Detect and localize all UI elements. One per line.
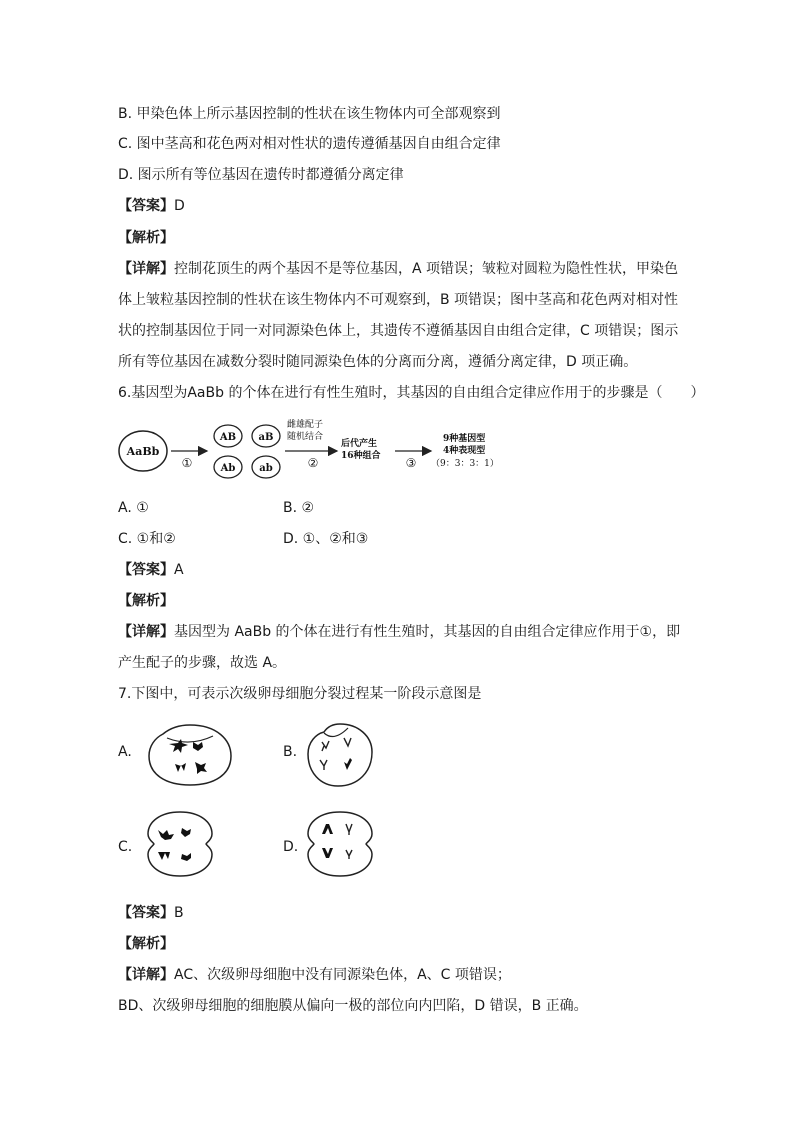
q7-detail-line-1 — [118, 965, 511, 985]
result-ratio: （9：3：3：1） — [431, 459, 499, 469]
answer-value: A — [174, 562, 184, 578]
cell-diagram-b — [302, 720, 378, 790]
q7-label-b: B. — [283, 744, 298, 760]
q5-answer — [118, 196, 185, 216]
answer-label: 【答案】 — [118, 562, 174, 578]
answer-value: D — [174, 198, 185, 214]
q7-label-d: D. — [283, 839, 299, 855]
gamete-Ab-label: Ab — [220, 463, 236, 474]
answer-label: 【答案】 — [118, 905, 174, 921]
q6-detail-line-1 — [118, 622, 680, 642]
cell-diagram-a — [145, 722, 235, 788]
detail-label: 【详解】 — [118, 624, 174, 640]
q6-gamete-flow-diagram — [115, 415, 535, 485]
q7-answer — [118, 903, 184, 923]
detail-text: 基因型为 AaBb 的个体在进行有性生殖时，其基因的自由组合定律应作用于①，即 — [174, 624, 681, 640]
q7-stem: 7.下图中，可表示次级卵母细胞分裂过程某一阶段示意图是 — [118, 686, 482, 702]
q7-analysis-label: 【解析】 — [118, 936, 174, 952]
gamete-ab-label: ab — [259, 463, 273, 474]
q6-option-a: A. ① — [118, 500, 149, 516]
answer-value: B — [174, 905, 184, 921]
gamete-aB-label: aB — [258, 432, 274, 443]
offspring-label-1: 后代产生 — [341, 439, 378, 449]
result-phenotypes: 4种表现型 — [443, 446, 486, 456]
q7-label-c: C. — [118, 839, 133, 855]
q6-answer — [118, 560, 184, 580]
q6-analysis-label: 【解析】 — [118, 593, 174, 609]
detail-label: 【详解】 — [118, 967, 174, 983]
q5-detail-line-1 — [118, 259, 678, 279]
fertilization-label-1: 雌雄配子 — [287, 420, 324, 430]
parent-genotype: AaBb — [126, 445, 160, 458]
answer-label: 【答案】 — [118, 198, 174, 214]
gamete-AB-label: AB — [219, 432, 237, 443]
step-3-marker: ③ — [405, 456, 417, 470]
q5-detail-line-3: 状的控制基因位于同一对同源染色体上，其遗传不遵循基因自由组合定律，C 项错误；图示 — [118, 323, 679, 339]
q5-option-b: B. 甲染色体上所示基因控制的性状在该生物体内可全部观察到 — [118, 106, 501, 122]
q6-detail-line-2: 产生配子的步骤，故选 A。 — [118, 655, 287, 671]
fertilization-label-2: 随机结合 — [287, 432, 324, 442]
q5-option-d: D. 图示所有等位基因在遗传时都遵循分离定律 — [118, 167, 404, 183]
cell-diagram-d — [302, 808, 378, 880]
q6-option-b: B. ② — [283, 500, 315, 516]
detail-text: AC、次级卵母细胞中没有同源染色体，A、C 项错误； — [174, 967, 511, 983]
q6-stem: 6.基因型为AaBb 的个体在进行有性生殖时，其基因的自由组合定律应作用于的步骤是（ ） — [118, 385, 705, 401]
result-genotypes: 9种基因型 — [443, 434, 486, 444]
q5-option-c: C. 图中茎高和花色两对相对性状的遗传遵循基因自由组合定律 — [118, 136, 501, 152]
q5-detail-line-2: 体上皱粒基因控制的性状在该生物体内不可观察到，B 项错误；图中茎高和花色两对相对性 — [118, 292, 679, 308]
q6-option-d: D. ①、②和③ — [283, 531, 369, 547]
q5-detail-line-4: 所有等位基因在减数分裂时随同源染色体的分离而分离，遵循分离定律，D 项正确。 — [118, 354, 638, 370]
offspring-label-2: 16种组合 — [341, 451, 381, 461]
cell-diagram-c — [142, 808, 218, 880]
q7-label-a: A. — [118, 744, 132, 760]
detail-label: 【详解】 — [118, 261, 174, 277]
step-1-marker: ① — [181, 456, 193, 470]
q5-analysis-label: 【解析】 — [118, 230, 174, 246]
step-2-marker: ② — [307, 456, 319, 470]
detail-text: 控制花顶生的两个基因不是等位基因，A 项错误；皱粒对圆粒为隐性性状，甲染色 — [174, 261, 679, 277]
q6-option-c: C. ①和② — [118, 531, 176, 547]
q7-detail-line-2: BD、次级卵母细胞的细胞膜从偏向一极的部位向内凹陷，D 错误，B 正确。 — [118, 998, 588, 1014]
